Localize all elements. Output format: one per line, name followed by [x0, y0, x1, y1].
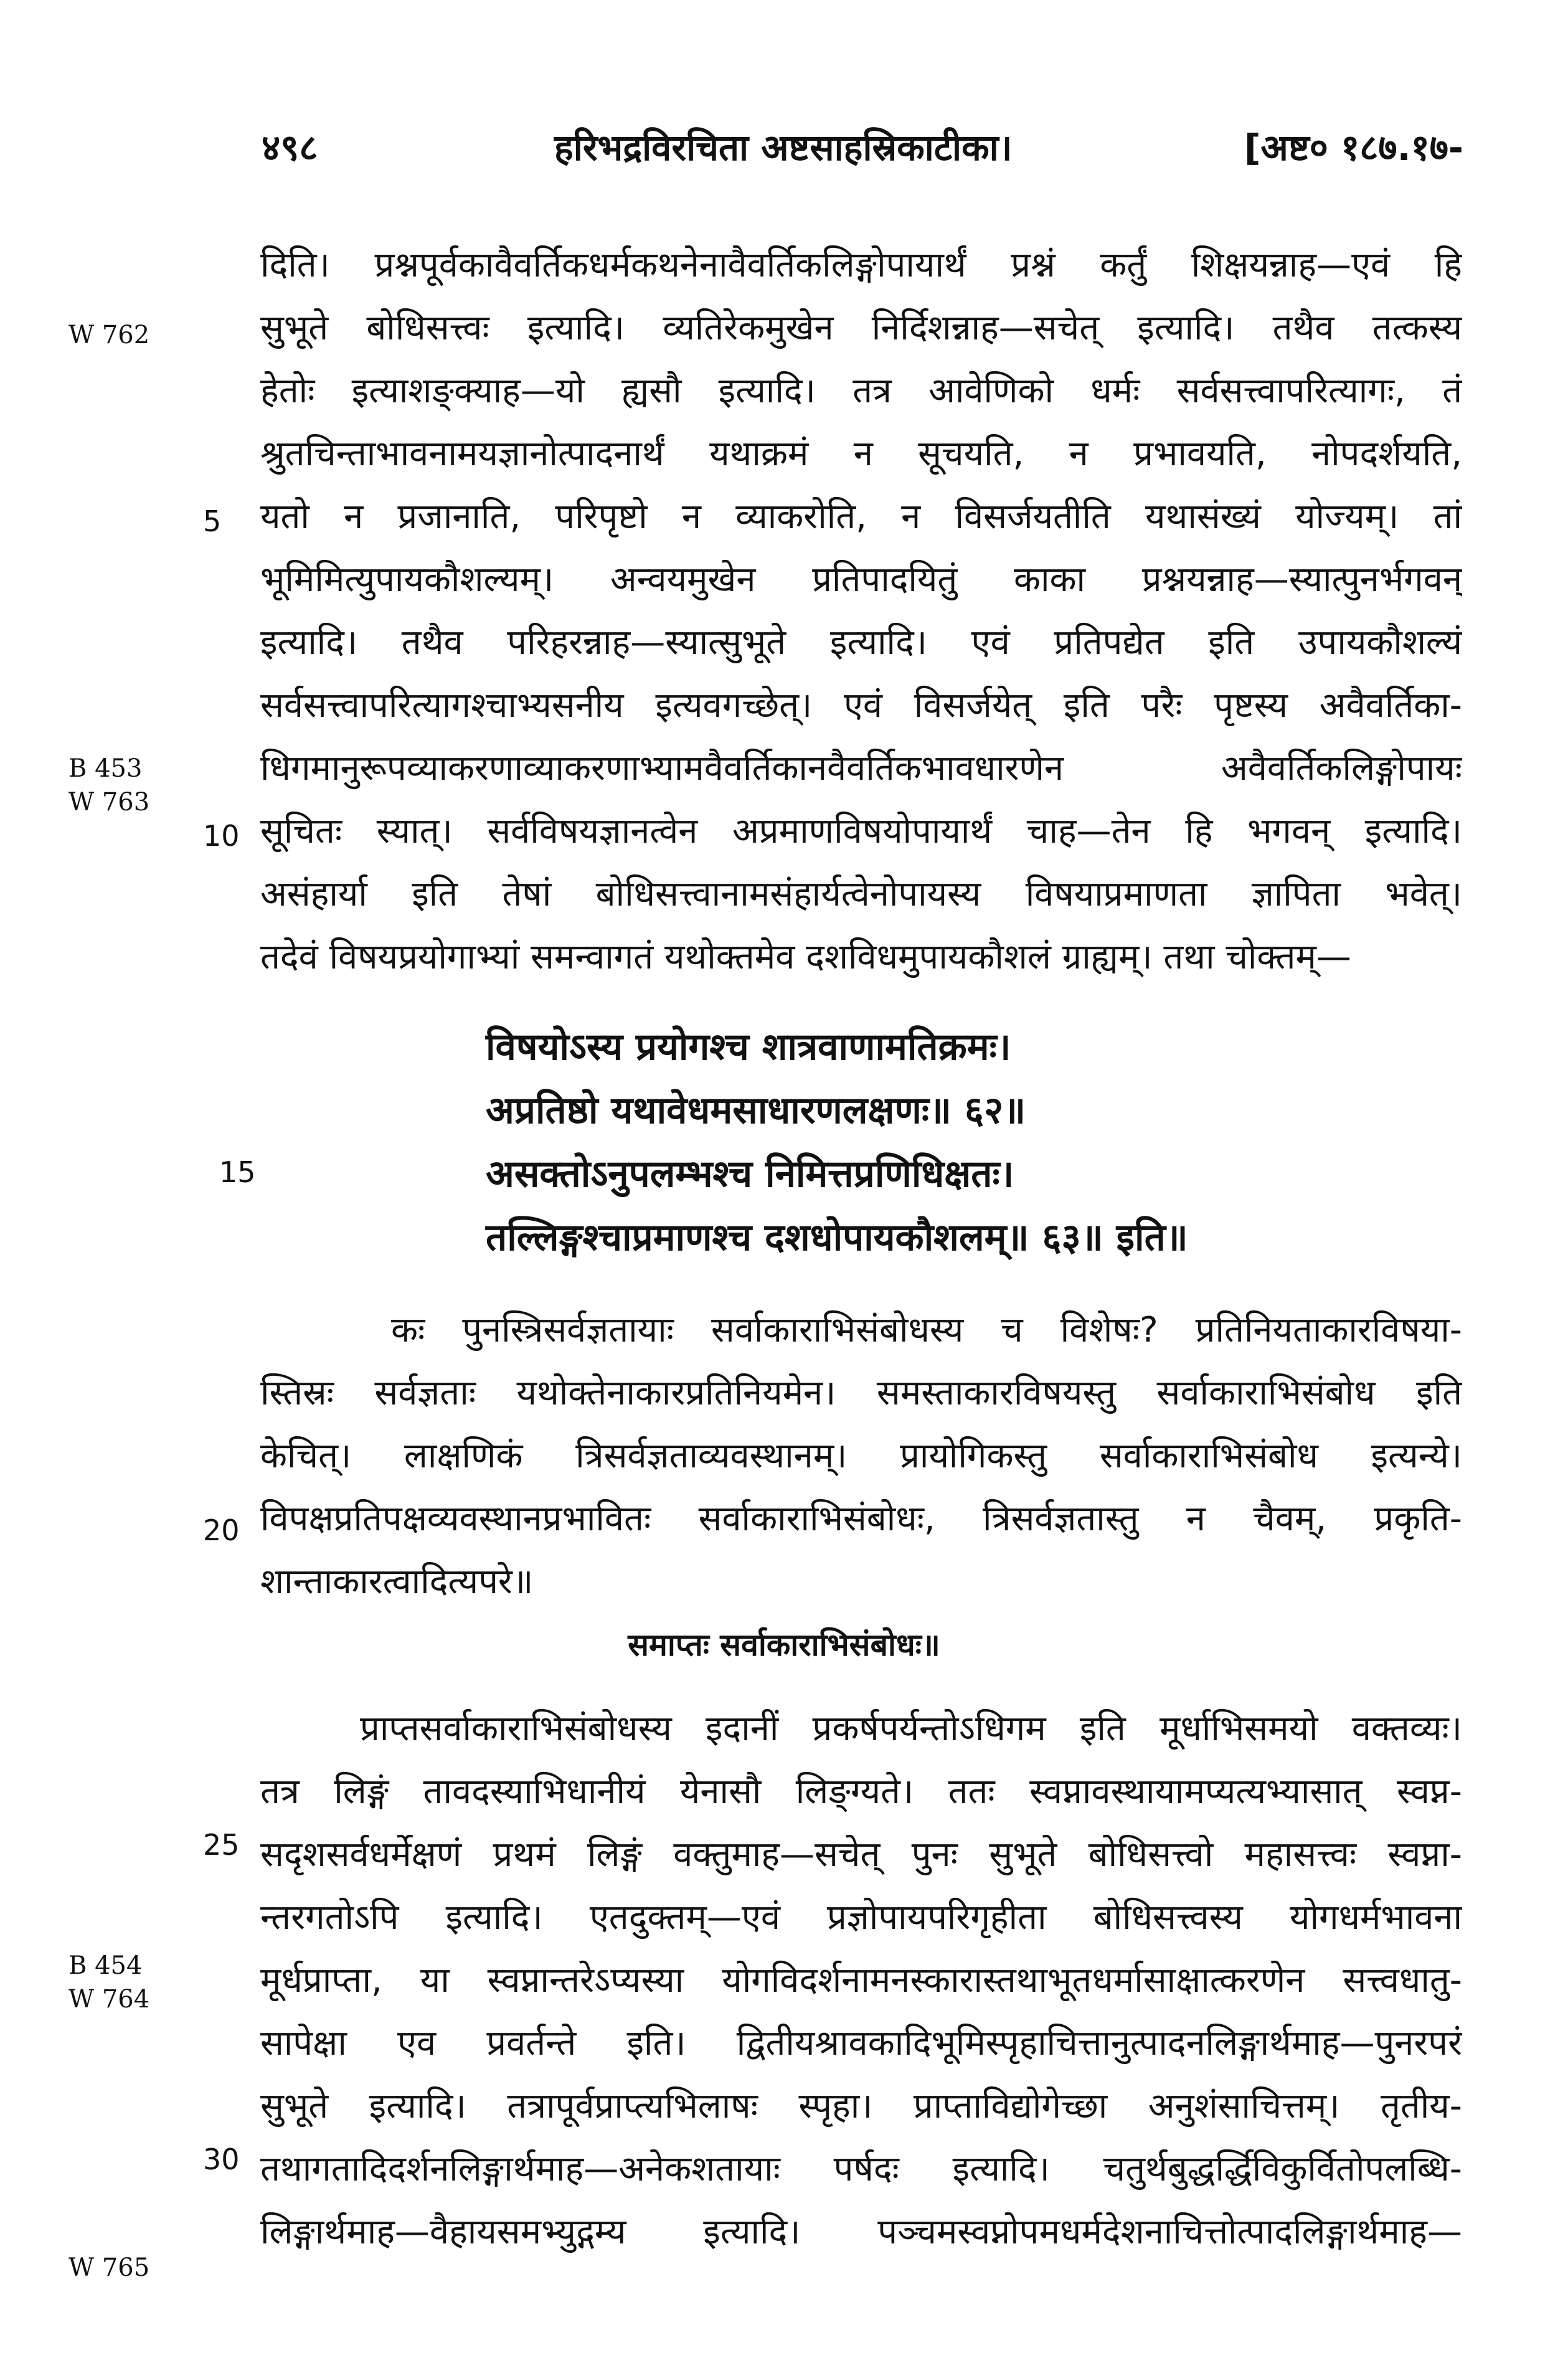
verse-line: तल्लिङ्गश्चाप्रमाणश्च दशधोपायकौशलम्॥ ६३॥ इति॥	[486, 1216, 1188, 1259]
paragraph-3	[260, 1697, 1462, 2263]
line-number: 15	[219, 1155, 256, 1189]
text-line: असंहार्या इति तेषां बोधिसत्त्वानामसंहार्यत्वेनोपायस्य विषयाप्रमाणता ज्ञापिता भवेत्।	[260, 874, 1462, 914]
text-line: स्तिस्रः सर्वज्ञताः यथोक्तेनाकारप्रतिनियमेन। समस्ताकारविषयस्तु सर्वाकाराभिसंबोध इति	[260, 1373, 1462, 1413]
section-reference: [अष्ट० १८७.१७-	[1244, 126, 1463, 169]
text-line: दिति। प्रश्नपूर्वकावैवर्तिकधर्मकथनेनावैवर्तिकलिङ्गोपायार्थं प्रश्नं कर्तुं शिक्षयन्नाह—एवं हि	[260, 245, 1462, 285]
line-number: 10	[203, 819, 240, 853]
running-title: हरिभद्रविरचिता अष्टसाहस्रिकाटीका।	[554, 126, 1013, 169]
text-line: न्तरगतोऽपि इत्यादि। एतदुक्तम्—एवं प्रज्ञोपायपरिगृहीता बोधिसत्त्वस्य योगधर्मभावना	[260, 1897, 1462, 1938]
text-line: यतो न प्रजानाति, परिपृष्टो न व्याकरोति, न विसर्जयतीति यथासंख्यं योज्यम्। तां	[260, 496, 1462, 537]
text-line: तथागतादिदर्शनलिङ्गार्थमाह—अनेकशतायाः पर्षदः इत्यादि। चतुर्थबुद्धर्द्धिविकुर्वितोपलब्धि-	[260, 2149, 1462, 2189]
text-line: श्रुतचिन्ताभावनामयज्ञानोत्पादनार्थं यथाक्रमं न सूचयति, न प्रभावयति, नोपदर्शयति,	[260, 433, 1462, 474]
paragraph-1	[260, 234, 1462, 988]
text-line: सूचितः स्यात्। सर्वविषयज्ञानत्वेन अप्रमाणविषयोपायार्थं चाह—तेन हि भगवन् इत्यादि।	[260, 811, 1462, 851]
margin-ref: W 765	[68, 2253, 150, 2282]
margin-ref: B 453	[68, 754, 143, 783]
line-number: 25	[203, 1828, 240, 1862]
text-line: तदेवं विषयप्रयोगाभ्यां समन्वागतं यथोक्तमेव दशविधमुपायकौशलं ग्राह्यम्। तथा चोक्तम्—	[260, 937, 1351, 977]
text-line: भूमिमित्युपायकौशल्यम्। अन्वयमुखेन प्रतिपादयितुं काका प्रश्नयन्नाह—स्यात्पुनर्भगवन्	[260, 559, 1462, 600]
margin-ref: W 763	[68, 788, 150, 817]
text-line: कः पुनस्त्रिसर्वज्ञतायाः सर्वाकाराभिसंबोधस्य च विशेषः? प्रतिनियताकारविषया-	[391, 1310, 1462, 1350]
margin-ref: W 762	[68, 321, 150, 349]
margin-ref: W 764	[68, 1985, 150, 2014]
section-heading: समाप्तः सर्वाकाराभिसंबोधः॥	[628, 1627, 940, 1663]
text-line: सर्वसत्त्वापरित्यागश्चाभ्यसनीय इत्यवगच्छेत्। एवं विसर्जयेत् इति परैः पृष्टस्य अवैवर्तिका-	[260, 685, 1462, 726]
line-number: 5	[203, 504, 222, 538]
text-line: इत्यादि। तथैव परिहरन्नाह—स्यात्सुभूते इत्यादि। एवं प्रतिपद्येत इति उपायकौशल्यं	[260, 622, 1462, 663]
page-number: ४९८	[262, 126, 318, 169]
verse-block	[486, 1015, 1188, 1269]
text-line: प्राप्तसर्वाकाराभिसंबोधस्य इदानीं प्रकर्षपर्यन्तोऽधिगम इति मूर्धाभिसमयो वक्तव्यः।	[360, 1708, 1462, 1749]
margin-ref: B 454	[68, 1951, 143, 1980]
text-line: धिगमानुरूपव्याकरणाव्याकरणाभ्यामवैवर्तिकानवैवर्तिकभावधारणेन अवैवर्तिकलिङ्गोपायः	[260, 748, 1462, 789]
text-line: शान्ताकारत्वादित्यपरे॥	[260, 1561, 534, 1602]
text-line: सुभूते इत्यादि। तत्रापूर्वप्राप्त्यभिलाषः स्पृहा। प्राप्ताविद्योगेच्छा अनुशंसाचित्तम्। तृतीय-	[260, 2086, 1462, 2126]
line-number: 20	[203, 1513, 240, 1547]
text-line: हेतोः इत्याशङ्क्याह—यो ह्यसौ इत्यादि। तत्र आवेणिको धर्मः सर्वसत्त्वापरित्यागः, तं	[260, 371, 1462, 411]
verse-line: अप्रतिष्ठो यथावेधमसाधारणलक्षणः॥ ६२॥	[486, 1089, 1026, 1132]
verse-line: विषयोऽस्य प्रयोगश्च शात्रवाणामतिक्रमः।	[486, 1025, 1011, 1069]
text-line: सदृशसर्वधर्मेक्षणं प्रथमं लिङ्गं वक्तुमाह—सचेत् पुनः सुभूते बोधिसत्त्वो महासत्त्वः स्वप्ना-	[260, 1834, 1462, 1875]
text-line: सुभूते बोधिसत्त्वः इत्यादि। व्यतिरेकमुखेन निर्दिशन्नाह—सचेत् इत्यादि। तथैव तत्कस्य	[260, 308, 1462, 348]
text-line: केचित्। लाक्षणिकं त्रिसर्वज्ञताव्यवस्थानम्। प्रायोगिकस्तु सर्वाकाराभिसंबोध इत्यन्ये।	[260, 1436, 1462, 1476]
paragraph-2	[260, 1299, 1462, 1613]
text-line: मूर्धप्राप्ता, या स्वप्नान्तरेऽप्यस्या योगविदर्शनामनस्कारास्तथाभूतधर्मासाक्षात्करणेन सत्त्वधातु-	[260, 1960, 1462, 2001]
text-line: लिङ्गार्थमाह—वैहायसमभ्युद्गम्य इत्यादि। पञ्चमस्वप्नोपमधर्मदेशनाचित्तोत्पादलिङ्गार्थमाह—	[260, 2212, 1462, 2252]
text-line: विपक्षप्रतिपक्षव्यवस्थानप्रभावितः सर्वाकाराभिसंबोधः, त्रिसर्वज्ञतास्तु न चैवम्, प्रकृति-	[260, 1499, 1462, 1539]
text-line: सापेक्षा एव प्रवर्तन्ते इति। द्वितीयश्रावकादिभूमिस्पृहाचित्तानुत्पादनलिङ्गार्थमाह—पुनरपरं	[260, 2023, 1462, 2063]
verse-line: असक्तोऽनुपलम्भश्च निमित्तप्रणिधिक्षतः।	[486, 1152, 1014, 1196]
running-header	[262, 121, 1463, 190]
text-line: तत्र लिङ्गं तावदस्याभिधानीयं येनासौ लिङ्ग्यते। ततः स्वप्नावस्थायामप्यत्यभ्यासात् स्वप्न-	[260, 1771, 1462, 1812]
line-number: 30	[203, 2143, 240, 2176]
